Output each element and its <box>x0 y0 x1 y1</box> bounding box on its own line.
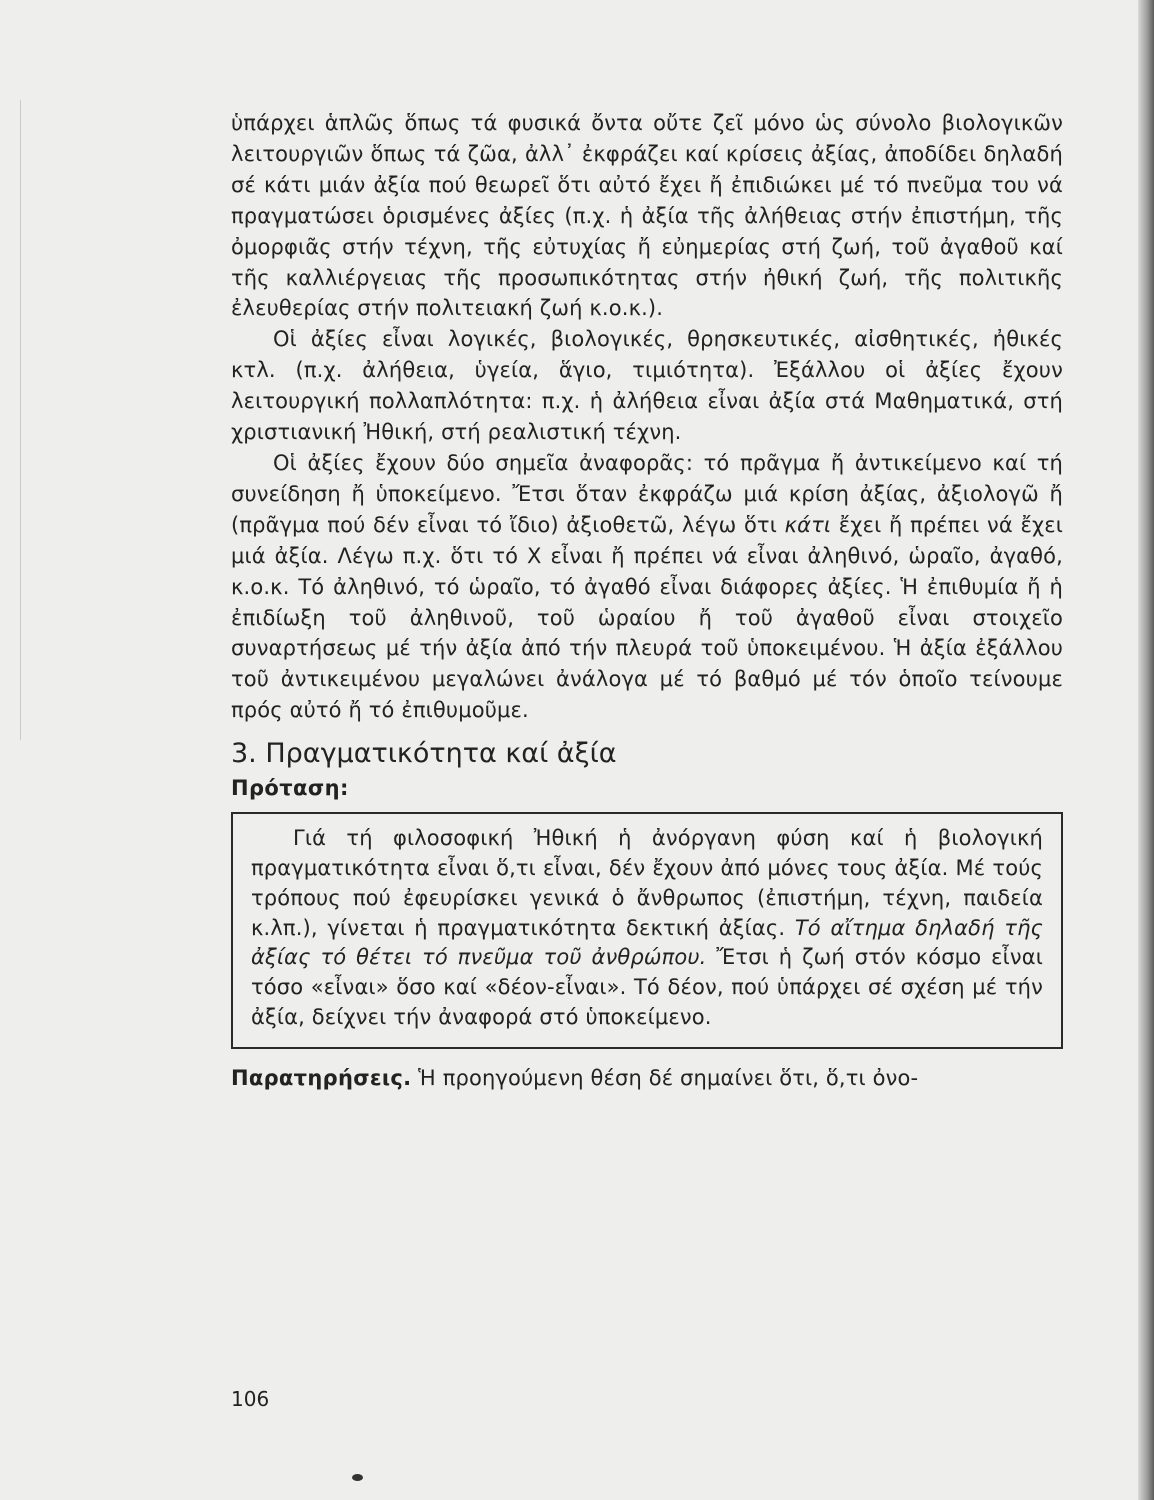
page-number: 106 <box>231 1387 270 1411</box>
page-body <box>231 108 1063 1094</box>
remarks-paragraph <box>231 1063 1063 1094</box>
proposition-text <box>251 824 1043 1033</box>
remarks-text: Ἡ προηγούμενη θέση δέ σημαίνει ὅτι, ὅ,τι ὀνο- <box>411 1065 919 1090</box>
scan-bleed-mark <box>20 100 21 740</box>
emphasis-kati: κάτι <box>784 512 832 537</box>
paragraph-value-types: Οἱ ἀξίες εἶναι λογικές, βιολογικές, θρησκευτικές, αἰσθητικές, ἠθικές κτλ. (π.χ. ἀλήθεια, ὑγεία, ἅγιο, τιμιότητα). Ἐξάλλου οἱ ἀξίες ἔχουν λειτουργική πολλαπλότητα: π.χ. ἡ ἀλήθεια εἶναι ἀξία στά Μαθηματικά, στή χριστιανική Ἠθική, στή ρεαλιστική τέχνη. <box>231 327 1063 445</box>
proposition-text-b: Ἔτσι ἡ ζωή στόν κόσμο εἶναι τόσο «εἶναι» ὅσο καί «δέον-εἶναι». Τό δέον, πού ὑπάρχει σέ σχέση μέ τήν ἀξία, δείχνει τήν ἀναφορά στό ὑποκείμενο. <box>251 945 1043 1029</box>
proposition-box <box>231 812 1063 1049</box>
paragraph-continuation: ὑπάρχει ἁπλῶς ὅπως τά φυσικά ὄντα οὔτε ζεῖ μόνο ὡς σύνολο βιολογικῶν λειτουργιῶν ὅπως τά ζῶα, ἀλλ᾽ ἐκφράζει καί κρίσεις ἀξίας, ἀποδίδει δηλαδή σέ κάτι μιάν ἀξία πού θεωρεῖ ὅτι αὐτό ἔχει ἤ ἐπιδιώκει μέ τό πνεῦμα του νά πραγματώσει ὁρισμένες ἀξίες (π.χ. ἡ ἀξία τῆς ἀλήθειας στήν ἐπιστήμη, τῆς ὀμορφιᾶς στήν τέχνη, τῆς εὐτυχίας ἤ εὐημερίας στή ζωή, τοῦ ἀγαθοῦ καί τῆς καλλιέργειας τῆς προσωπικότητας στήν ἠθική ζωή, τῆς πολιτικῆς ἐλευθερίας στήν πολιτειακή ζωή κ.ο.κ.). <box>231 111 1063 321</box>
section-heading: 3. Πραγματικότητα καί ἀξία <box>231 738 617 770</box>
ink-smudge <box>352 1474 363 1481</box>
paragraph-reference-points-text-b: ἔχει ἤ πρέπει νά ἔχει μιά ἀξία. Λέγω π.χ. ὅτι τό Χ εἶναι ἤ πρέπει νά εἶναι ἀληθινό, ὡραῖο, ἀγαθό, κ.ο.κ. Τό ἀληθινό, τό ὡραῖο, τό ἀγαθό εἶναι διάφορες ἀξίες. Ἡ ἐπιθυμία ἤ ἡ ἐπιδίωξη τοῦ ἀληθινοῦ, τοῦ ὡραίου ἤ τοῦ ἀγαθοῦ εἶναι στοιχεῖο συναρτήσεως μέ τήν ἀξία ἀπό τήν πλευρά τοῦ ὑποκειμένου. Ἡ ἀξία ἐξάλλου τοῦ ἀντικειμένου μεγαλώνει ἀνάλογα μέ τό βαθμό μέ τόν ὁποῖο τείνουμε πρός αὐτό ἤ τό ἐπιθυμοῦμε. <box>231 512 1063 723</box>
proposition-label: Πρόταση: <box>231 776 349 801</box>
remarks-label: Παρατηρήσεις. <box>231 1065 412 1090</box>
paragraph-reference-points-text-a: Οἱ ἀξίες ἔχουν δύο σημεῖα ἀναφορᾶς: τό πρᾶγμα ἤ ἀντικείμενο καί τή συνείδηση ἤ ὑποκείμενο. Ἔτσι ὅταν ἐκφράζω μιά κρίση ἀξίας, ἀξιολογῶ ἤ (πρᾶγμα πού δέν εἶναι τό ἴδιο) ἀξιοθετῶ, λέγω ὅτι <box>231 450 1063 537</box>
page-edge-shadow <box>1138 0 1154 1500</box>
proposition-emphasis: Τό αἴτημα δηλαδή τῆς ἀξίας τό θέτει τό πνεῦμα τοῦ ἀνθρώπου. <box>251 915 1044 970</box>
proposition-text-a: Γιά τή φιλοσοφική Ἠθική ἡ ἀνόργανη φύση καί ἡ βιολογική πραγματικότητα εἶναι ὅ,τι εἶναι, δέν ἔχουν ἀπό μόνες τους ἀξία. Μέ τούς τρόπους πού ἐφευρίσκει γενικά ὁ ἄνθρωπος (ἐπιστήμη, τέχνη, παιδεία κ.λπ.), γίνεται ἡ πραγματικότητα δεκτική ἀξίας. <box>251 826 1043 940</box>
paragraph-reference-points <box>231 448 1063 726</box>
